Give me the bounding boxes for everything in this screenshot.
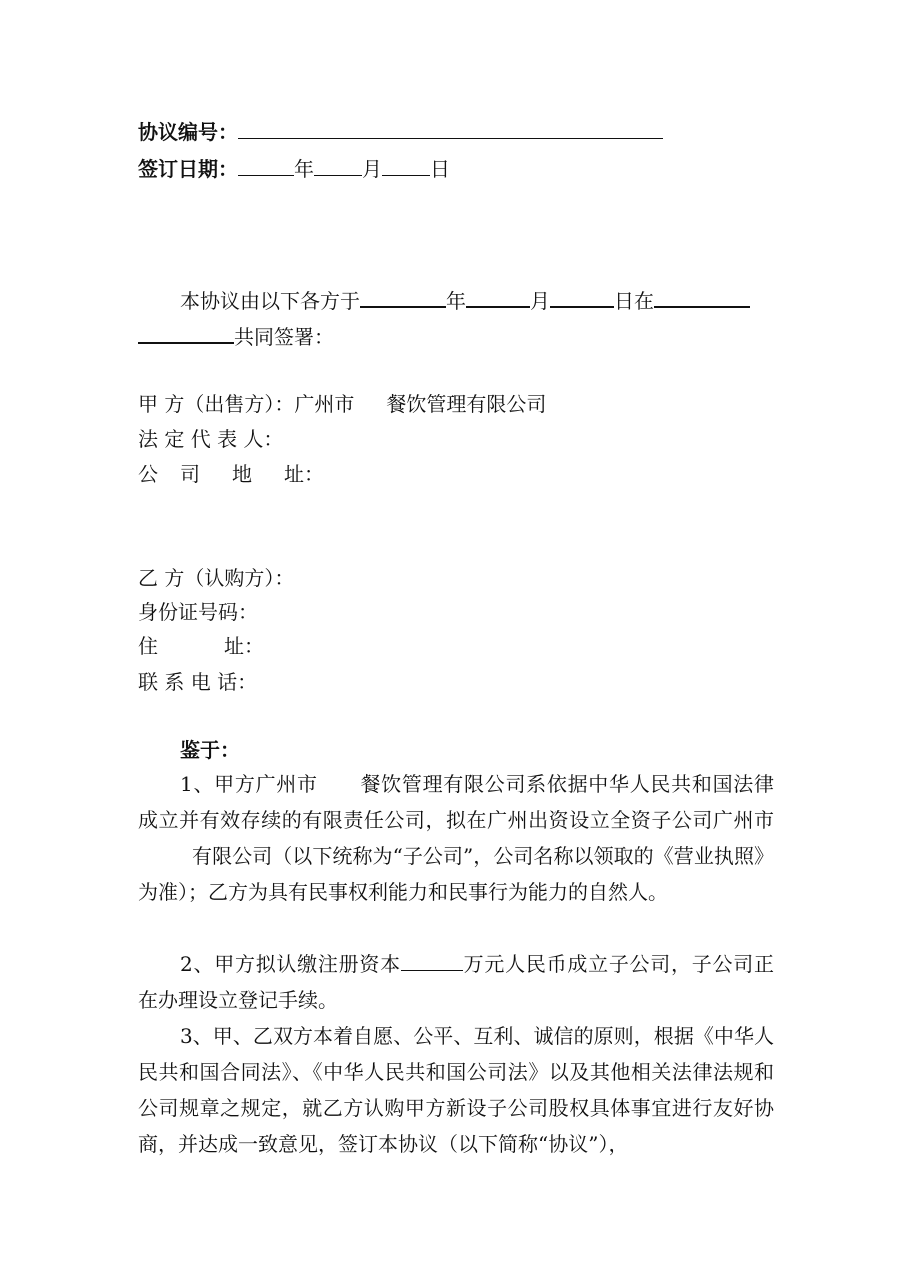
agreement-number-row — [138, 118, 663, 144]
addr-char-3: 地 — [232, 462, 252, 486]
intro-day-blank — [550, 286, 614, 308]
intro-month-blank — [466, 286, 530, 308]
party-b-title: 乙 方（认购方）： — [138, 566, 295, 590]
party-a-legal-rep: 法 定 代 表 人： — [138, 427, 284, 451]
sign-month-label: 月 — [362, 157, 382, 181]
intro-year: 年 — [446, 289, 466, 313]
whereas-paragraph-3: 3、甲、乙双方本着自愿、公平、互利、诚信的原则，根据《中华人民共和国合同法》、《中华人民共和国公司法》以及其他相关法律法规和公司规章之规定，就乙方认购甲方新设子公司股权具体事宜进行友好协商，并达成一致意见，签订本协议（以下简称“协议”）， — [138, 1024, 774, 1156]
sign-date-row — [138, 155, 450, 181]
party-b-addr-1: 住 — [138, 634, 158, 658]
party-b-addr-2: 址： — [224, 634, 264, 658]
sign-year-label: 年 — [294, 157, 314, 181]
party-b-address — [138, 634, 264, 658]
addr-char-4: 址： — [284, 462, 324, 486]
intro-place-blank-1 — [654, 286, 750, 308]
sign-day-blank — [382, 155, 430, 176]
whereas-paragraph-1 — [138, 766, 774, 910]
capital-blank — [401, 948, 463, 971]
whereas-paragraph-2 — [138, 946, 774, 1018]
addr-char-1: 公 — [138, 462, 158, 486]
party-a-title — [138, 392, 546, 416]
party-b-phone: 联 系 电 话： — [138, 670, 258, 694]
intro-place-blank-2 — [138, 322, 234, 344]
intro-prefix: 本协议由以下各方于 — [180, 289, 360, 313]
sign-date-label: 签订日期： — [138, 157, 238, 181]
party-b-id-number: 身份证号码： — [138, 600, 258, 624]
whereas-heading: 鉴于： — [180, 738, 240, 762]
p1-part-b: 餐饮管理有限公司系依据中华人民共和国法律成立并有效存续的有限责任公司，拟在广州出资设立全资子公司广州市 — [138, 772, 775, 832]
p2-part-a: 2、甲方拟认缴注册资本 — [180, 952, 401, 976]
sign-day-label: 日 — [430, 157, 450, 181]
agreement-number-blank — [238, 118, 663, 139]
party-a-address — [138, 462, 324, 486]
party-a-company: 餐饮管理有限公司 — [386, 392, 547, 416]
addr-char-2: 司 — [180, 462, 200, 486]
intro-day-at: 日在 — [614, 289, 654, 313]
agreement-number-label: 协议编号： — [138, 120, 238, 144]
sign-year-blank — [238, 155, 294, 176]
intro-suffix: 共同签署： — [234, 325, 334, 349]
sign-month-blank — [314, 155, 362, 176]
intro-line-1 — [180, 286, 750, 313]
intro-year-blank — [360, 286, 446, 308]
party-a-label: 甲 方（出售方）：广州市 — [138, 392, 355, 416]
p1-part-c: 有限公司（以下统称为“子公司”，公司名称以领取的《营业执照》为准）；乙方为具有民事权利能力和民事行为能力的自然人。 — [138, 844, 774, 904]
p2-part-b: 万元人民币成立子公司，子公司正在办理设立登记手续。 — [138, 952, 775, 1012]
intro-line-2 — [138, 322, 334, 349]
p1-part-a: 1、甲方广州市 — [180, 772, 318, 796]
intro-month: 月 — [530, 289, 550, 313]
